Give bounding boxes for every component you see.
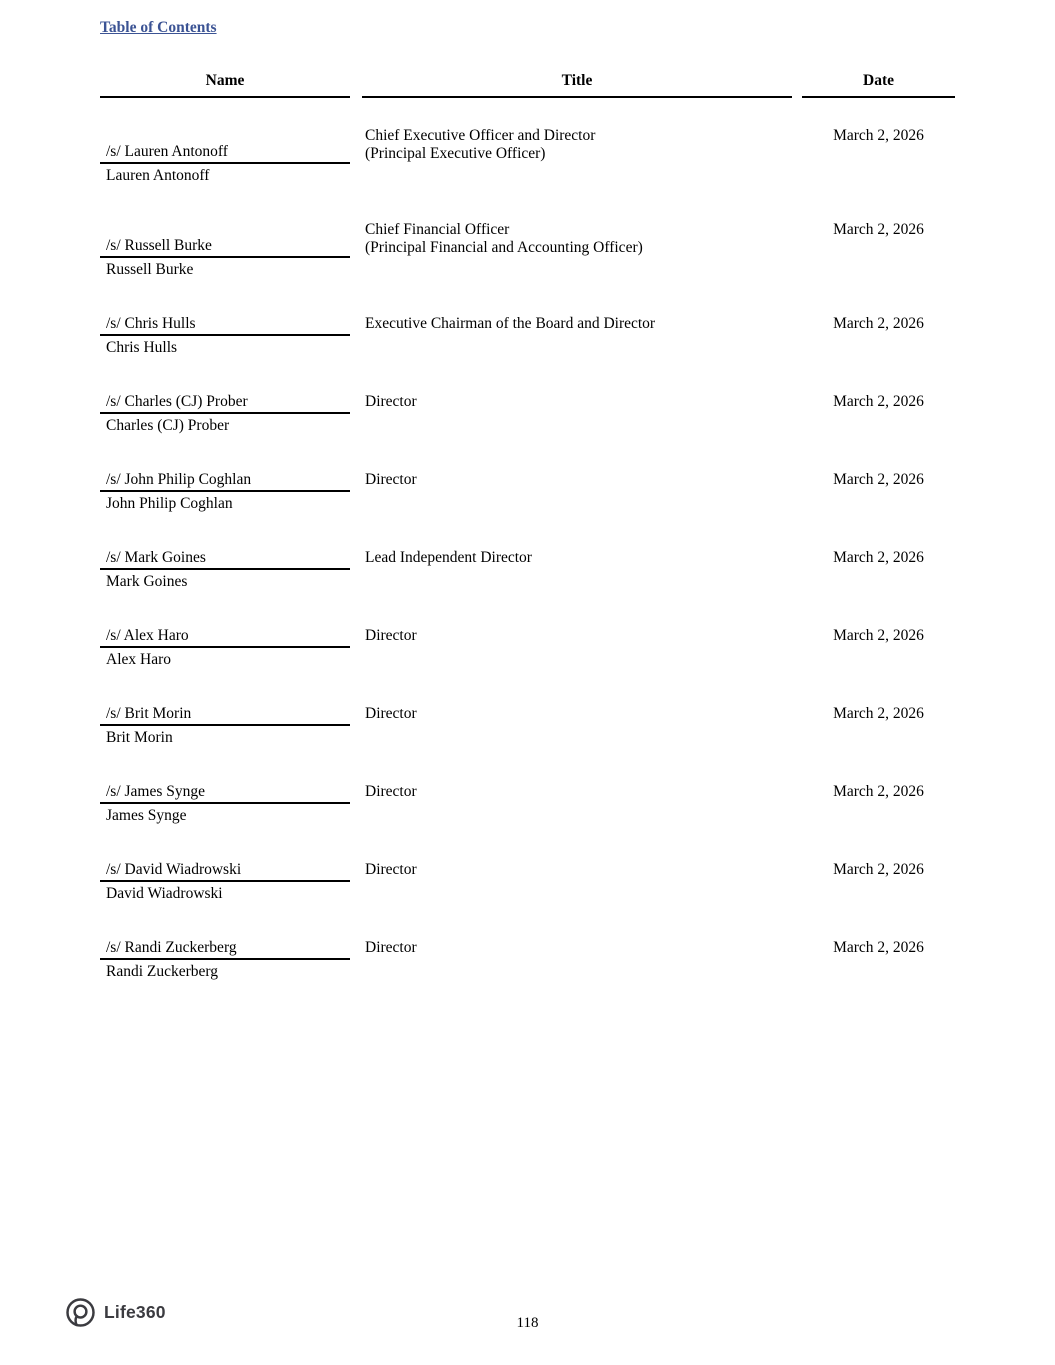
- column-gap: [350, 72, 362, 97]
- column-gap: [350, 491, 362, 513]
- column-gap: [350, 705, 362, 725]
- title-cell: [362, 471, 792, 491]
- signature-cell: /s/ Russell Burke: [100, 221, 350, 257]
- printed-name-cell: Mark Goines: [106, 573, 188, 590]
- title-line: (Principal Financial and Accounting Officer): [365, 239, 643, 256]
- title-cell: [362, 221, 792, 257]
- printed-name-row: [100, 803, 955, 825]
- signature-row: [100, 315, 955, 335]
- signature-cell: /s/ David Wiadrowski: [100, 861, 350, 881]
- printed-name-cell: Alex Haro: [106, 651, 171, 668]
- column-gap: [350, 783, 362, 803]
- title-cell: [362, 783, 792, 803]
- printed-name-row: [100, 257, 955, 279]
- column-gap: [792, 127, 802, 163]
- column-gap: [350, 647, 362, 669]
- printed-name-cell: Brit Morin: [106, 729, 173, 746]
- footer-logo-text: Life360: [104, 1302, 166, 1322]
- date-cell: March 2, 2026: [833, 393, 924, 410]
- header-name: Name: [100, 72, 350, 97]
- date-cell: March 2, 2026: [833, 471, 924, 488]
- printed-name-row: [100, 335, 955, 357]
- date-cell: March 2, 2026: [833, 705, 924, 722]
- column-gap: [792, 939, 802, 959]
- printed-name-row: [100, 959, 955, 981]
- signature-row: [100, 127, 955, 163]
- column-gap: [792, 221, 802, 257]
- signature-row: [100, 221, 955, 257]
- signature-row: [100, 549, 955, 569]
- column-gap: [350, 471, 362, 491]
- date-cell: March 2, 2026: [833, 315, 924, 332]
- spacer-row: [100, 903, 955, 939]
- column-gap: [792, 72, 802, 97]
- column-gap: [792, 257, 802, 279]
- column-gap: [792, 705, 802, 725]
- toc-link[interactable]: Table of Contents: [100, 19, 217, 36]
- printed-name-cell: John Philip Coghlan: [106, 495, 233, 512]
- date-cell: March 2, 2026: [833, 861, 924, 878]
- column-gap: [350, 127, 362, 163]
- signature-row: [100, 393, 955, 413]
- date-cell: March 2, 2026: [833, 127, 924, 144]
- title-line: Lead Independent Director: [365, 549, 532, 566]
- column-gap: [350, 221, 362, 257]
- date-cell: March 2, 2026: [833, 221, 924, 238]
- signature-row: [100, 471, 955, 491]
- column-gap: [350, 549, 362, 569]
- signature-cell: /s/ Alex Haro: [100, 627, 350, 647]
- title-line: Director: [365, 627, 417, 644]
- header-title: Title: [362, 72, 792, 97]
- column-gap: [792, 627, 802, 647]
- column-gap: [350, 257, 362, 279]
- spacer-row: [100, 357, 955, 393]
- column-gap: [792, 163, 802, 185]
- signature-row: [100, 939, 955, 959]
- title-line: Director: [365, 939, 417, 956]
- printed-name-row: [100, 881, 955, 903]
- column-gap: [792, 861, 802, 881]
- title-cell: [362, 939, 792, 959]
- spacer-row: [100, 669, 955, 705]
- column-gap: [792, 549, 802, 569]
- signature-cell: /s/ John Philip Coghlan: [100, 471, 350, 491]
- column-gap: [792, 725, 802, 747]
- signature-cell: /s/ Brit Morin: [100, 705, 350, 725]
- date-cell: March 2, 2026: [833, 627, 924, 644]
- column-gap: [792, 413, 802, 435]
- printed-name-cell: James Synge: [106, 807, 187, 824]
- column-gap: [350, 335, 362, 357]
- printed-name-row: [100, 413, 955, 435]
- signature-cell: /s/ Chris Hulls: [100, 315, 350, 335]
- title-line: Director: [365, 393, 417, 410]
- printed-name-cell: Chris Hulls: [106, 339, 178, 356]
- column-gap: [792, 335, 802, 357]
- column-gap: [350, 627, 362, 647]
- printed-name-row: [100, 725, 955, 747]
- printed-name-cell: Russell Burke: [106, 261, 194, 278]
- signature-row: [100, 705, 955, 725]
- title-line: Director: [365, 783, 417, 800]
- signature-cell: /s/ Mark Goines: [100, 549, 350, 569]
- spacer-row: [100, 97, 955, 127]
- signature-cell: /s/ Randi Zuckerberg: [100, 939, 350, 959]
- column-gap: [792, 803, 802, 825]
- title-line: Director: [365, 471, 417, 488]
- printed-name-cell: David Wiadrowski: [106, 885, 223, 902]
- table-header-row: [100, 72, 955, 97]
- title-line: Executive Chairman of the Board and Director: [365, 315, 656, 332]
- printed-name-cell: Lauren Antonoff: [106, 167, 210, 184]
- title-cell: [362, 861, 792, 881]
- header-date: Date: [802, 72, 955, 97]
- printed-name-row: [100, 491, 955, 513]
- column-gap: [350, 163, 362, 185]
- column-gap: [792, 315, 802, 335]
- title-cell: [362, 549, 792, 569]
- signature-row: [100, 783, 955, 803]
- signature-cell: /s/ James Synge: [100, 783, 350, 803]
- spacer-row: [100, 747, 955, 783]
- printed-name-cell: Charles (CJ) Prober: [106, 417, 230, 434]
- title-line: Chief Executive Officer and Director: [365, 127, 596, 144]
- printed-name-cell: Randi Zuckerberg: [106, 963, 219, 980]
- column-gap: [792, 647, 802, 669]
- printed-name-row: [100, 163, 955, 185]
- column-gap: [350, 393, 362, 413]
- signature-row: [100, 861, 955, 881]
- column-gap: [350, 413, 362, 435]
- title-line: (Principal Executive Officer): [365, 145, 546, 162]
- printed-name-row: [100, 647, 955, 669]
- spacer-row: [100, 591, 955, 627]
- page-number: 118: [516, 1315, 539, 1331]
- title-cell: [362, 705, 792, 725]
- column-gap: [350, 881, 362, 903]
- column-gap: [792, 471, 802, 491]
- title-cell: [362, 127, 792, 163]
- printed-name-row: [100, 569, 955, 591]
- spacer-row: [100, 185, 955, 221]
- spacer-row: [100, 435, 955, 471]
- spacer-row: [100, 279, 955, 315]
- column-gap: [350, 803, 362, 825]
- column-gap: [350, 939, 362, 959]
- title-line: Director: [365, 705, 417, 722]
- title-cell: [362, 393, 792, 413]
- title-line: Chief Financial Officer: [365, 221, 510, 238]
- column-gap: [350, 959, 362, 981]
- title-cell: [362, 315, 792, 335]
- column-gap: [792, 491, 802, 513]
- signature-cell: /s/ Lauren Antonoff: [100, 127, 350, 163]
- column-gap: [792, 881, 802, 903]
- column-gap: [792, 783, 802, 803]
- column-gap: [792, 959, 802, 981]
- date-cell: March 2, 2026: [833, 939, 924, 956]
- date-cell: March 2, 2026: [833, 549, 924, 566]
- signature-table-body: [100, 97, 955, 981]
- signature-cell: /s/ Charles (CJ) Prober: [100, 393, 350, 413]
- column-gap: [350, 725, 362, 747]
- spacer-row: [100, 825, 955, 861]
- title-line: Director: [365, 861, 417, 878]
- signature-row: [100, 627, 955, 647]
- column-gap: [792, 393, 802, 413]
- title-cell: [362, 627, 792, 647]
- column-gap: [792, 569, 802, 591]
- spacer-row: [100, 513, 955, 549]
- column-gap: [350, 569, 362, 591]
- column-gap: [350, 861, 362, 881]
- column-gap: [350, 315, 362, 335]
- date-cell: March 2, 2026: [833, 783, 924, 800]
- signature-table: [100, 72, 955, 981]
